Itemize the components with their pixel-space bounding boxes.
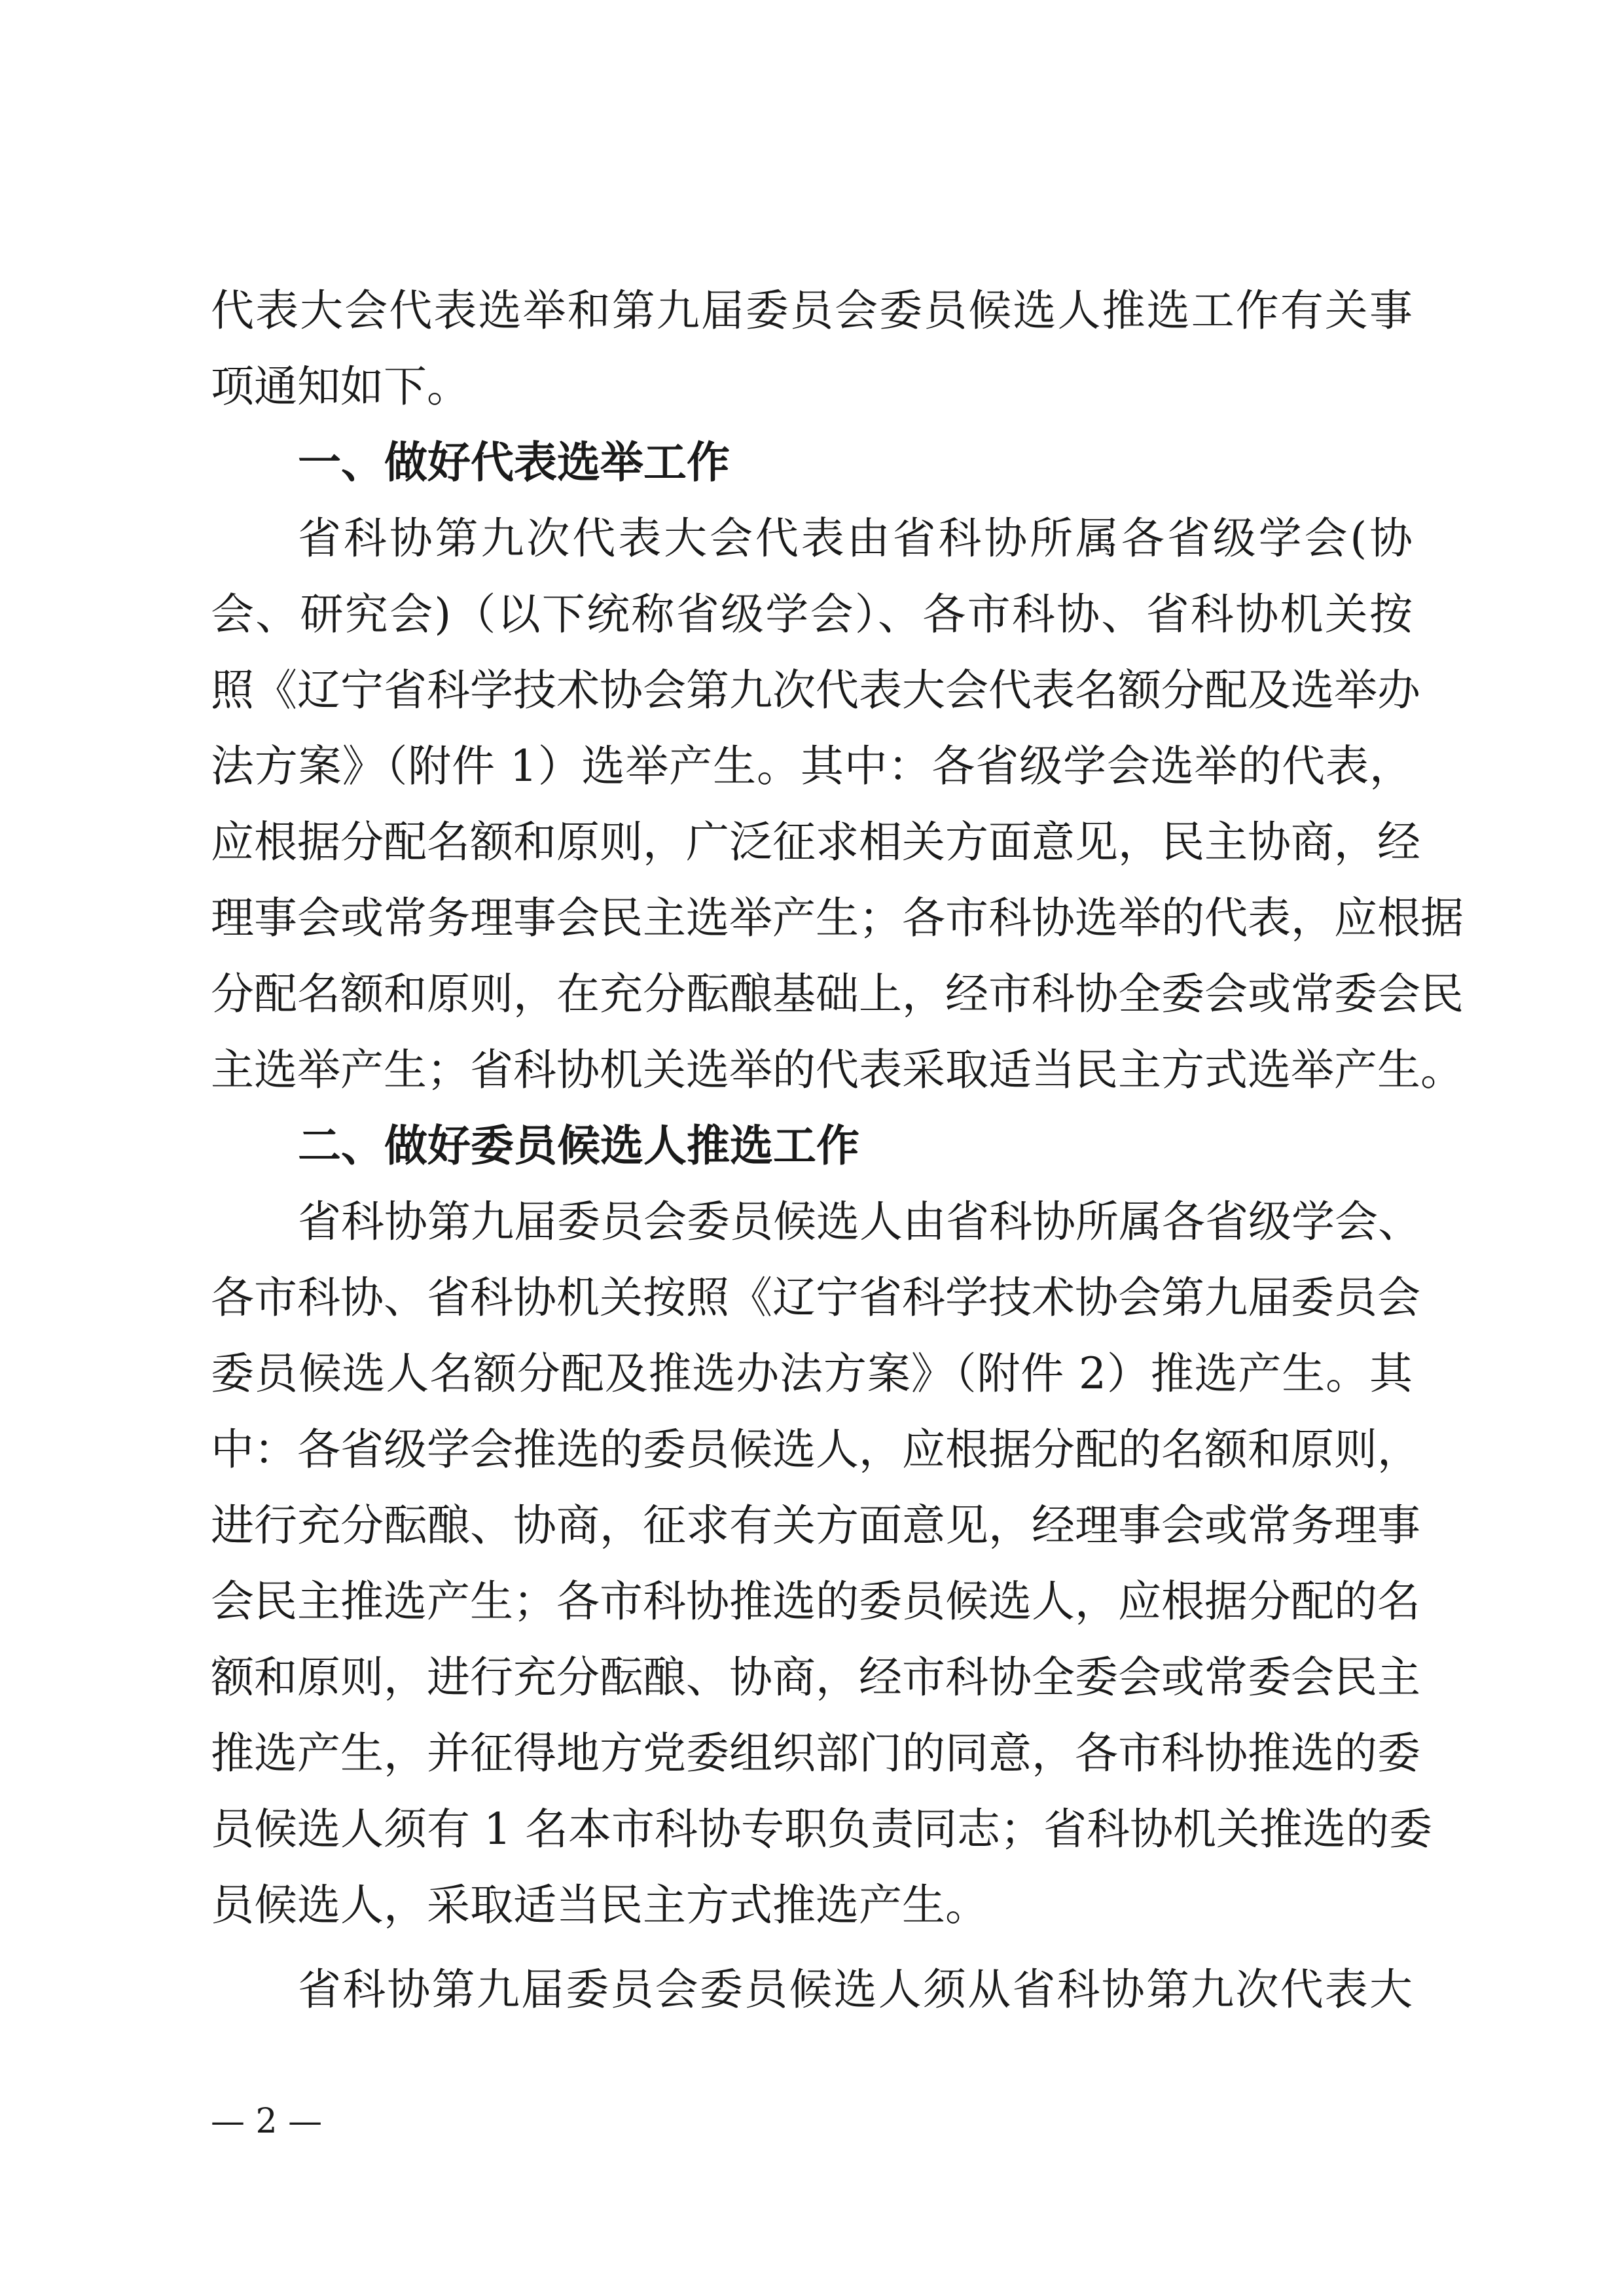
body-line-23: 省科协第九届委员会委员候选人须从省科协第九次代表大 — [298, 1964, 1413, 2015]
section-heading-2: 二、做好委员候选人推选工作 — [298, 1121, 859, 1171]
body-line-5: 会、研究会)（以下统称省级学会）、各市科协、省科协机关按 — [211, 589, 1413, 640]
body-line-20: 推选产生，并征得地方党委组织部门的同意，各市科协推选的委 — [211, 1728, 1420, 1778]
body-line-18: 会民主推选产生；各市科协推选的委员候选人，应根据分配的名 — [211, 1576, 1420, 1627]
body-line-14: 各市科协、省科协机关按照《辽宁省科学技术协会第九届委员会 — [211, 1272, 1420, 1323]
body-line-16: 中：各省级学会推选的委员候选人，应根据分配的名额和原则， — [211, 1424, 1420, 1475]
body-line-4: 省科协第九次代表大会代表由省科协所属各省级学会(协 — [298, 513, 1413, 564]
body-line-15: 委员候选人名额分配及推选办法方案》（附件 2）推选产生。其 — [211, 1348, 1413, 1399]
body-line-7: 法方案》（附件 1）选举产生。其中：各省级学会选举的代表， — [211, 741, 1413, 791]
body-line-17: 进行充分酝酿、协商，征求有关方面意见，经理事会或常务理事 — [211, 1500, 1420, 1551]
body-line-8: 应根据分配名额和原则，广泛征求相关方面意见，民主协商，经 — [211, 817, 1420, 867]
body-line-21: 员候选人须有 1 名本市科协专职负责同志；省科协机关推选的委 — [211, 1804, 1432, 1854]
body-line-9: 理事会或常务理事会民主选举产生；各市科协选举的代表，应根据 — [211, 893, 1464, 943]
body-line-2: 项通知如下。 — [211, 361, 470, 412]
page-number: — 2 — — [211, 2102, 323, 2141]
body-line-10: 分配名额和原则，在充分酝酿基础上，经市科协全委会或常委会民 — [211, 969, 1464, 1019]
body-line-19: 额和原则，进行充分酝酿、协商，经市科协全委会或常委会民主 — [211, 1652, 1420, 1703]
body-line-22: 员候选人，采取适当民主方式推选产生。 — [211, 1880, 988, 1930]
body-line-1: 代表大会代表选举和第九届委员会委员候选人推选工作有关事 — [211, 285, 1413, 336]
body-line-6: 照《辽宁省科学技术协会第九次代表大会代表名额分配及选举办 — [211, 665, 1420, 715]
body-line-13: 省科协第九届委员会委员候选人由省科协所属各省级学会、 — [298, 1197, 1421, 1247]
body-line-11: 主选举产生；省科协机关选举的代表采取适当民主方式选举产生。 — [211, 1045, 1464, 1095]
section-heading-1: 一、做好代表选举工作 — [298, 437, 730, 488]
